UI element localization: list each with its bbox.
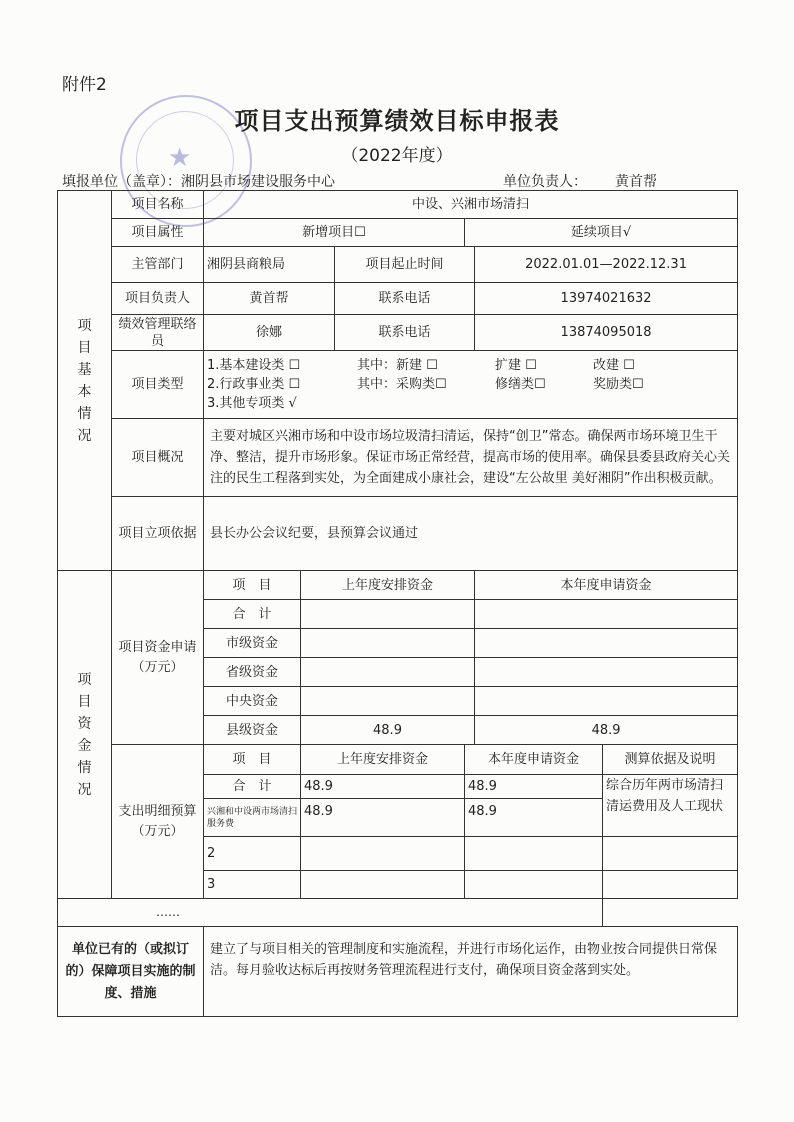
fund-this: [475, 687, 738, 716]
fund-item: 合 计: [204, 600, 301, 629]
table-row: [58, 927, 738, 1017]
form-title: 项目支出预算绩效目标申报表: [234, 107, 560, 135]
detail-row4-item: ……: [58, 899, 603, 927]
fund-last: [301, 600, 475, 629]
table-row: [58, 191, 738, 219]
detail-header-note: 测算依据及说明: [603, 745, 738, 775]
fund-item: 市级资金: [204, 629, 301, 658]
detail-row1-last: 48.9: [301, 799, 465, 837]
detail-budget-label: 支出明细预算（万元）: [112, 745, 204, 899]
project-name-value: 中设、兴湘市场清扫: [204, 191, 738, 219]
fund-item: 县级资金: [204, 716, 301, 745]
fund-item: 中央资金: [204, 687, 301, 716]
detail-row3-item: 3: [204, 871, 301, 899]
detail-header-last: 上年度安排资金: [301, 745, 465, 775]
contact-label: 绩效管理联络员: [112, 315, 204, 351]
form-year: （2022年度）: [341, 146, 453, 166]
detail-header-item: 项 目: [204, 745, 301, 775]
owner-label: 项目负责人: [112, 283, 204, 315]
phone2-value: 13874095018: [475, 315, 738, 351]
fund-last: 48.9: [301, 716, 475, 745]
fund-last: [301, 687, 475, 716]
fund-this: [475, 600, 738, 629]
detail-total-this: 48.9: [465, 775, 603, 799]
table-row: [58, 247, 738, 283]
type-line2-b: 其中：采购类☐: [357, 377, 447, 392]
type-line1-d: 改建 ☐: [593, 358, 635, 373]
fund-this: [475, 629, 738, 658]
section-basic-info: 项目基本情况: [58, 191, 112, 571]
basis-text: 县长办公会议纪要，县预算会议通过: [204, 497, 738, 571]
table-row: [58, 351, 738, 419]
table-row: [58, 219, 738, 247]
period-label: 项目起止时间: [335, 247, 475, 283]
fund-header-item: 项 目: [204, 571, 301, 600]
table-row: [58, 745, 738, 775]
type-line1-c: 扩建 ☐: [495, 358, 537, 373]
phone-value: 13974021632: [475, 283, 738, 315]
type-line2-c: 修缮类☐: [495, 377, 546, 392]
type-line1-a: 1.基本建设类 ☐: [207, 358, 301, 373]
project-name-label: 项目名称: [112, 191, 204, 219]
detail-row1-item: 兴湘和中设两市场清扫服务费: [204, 799, 301, 837]
table-row: [58, 283, 738, 315]
type-label: 项目类型: [112, 351, 204, 419]
budget-form-table: [57, 190, 738, 1017]
attr-new-option: 新增项目☐: [204, 219, 465, 247]
type-line2-a: 2.行政事业类 ☐: [207, 377, 301, 392]
owner-value: 黄首帮: [204, 283, 335, 315]
star-icon: ★: [168, 143, 192, 173]
table-row: [58, 899, 738, 927]
table-row: [58, 571, 738, 600]
unit-leader-name: 黄首帮: [615, 174, 657, 190]
fund-apply-label: 项目资金申请（万元）: [112, 571, 204, 745]
dept-value: 湘阴县商粮局: [204, 247, 335, 283]
table-row: [58, 497, 738, 571]
section-funds-info: 项目资金情况: [58, 571, 112, 899]
attachment-label: 附件2: [62, 75, 107, 95]
project-attr-label: 项目属性: [112, 219, 204, 247]
type-line2-d: 奖励类☐: [593, 377, 644, 392]
phone-label: 联系电话: [335, 283, 475, 315]
detail-total-label: 合 计: [204, 775, 301, 799]
overview-text: 主要对城区兴湘市场和中设市场垃圾清扫清运，保持“创卫”常态。确保两市场环境卫生干净、整洁，提升市场形象。保证市场正常经营，提高市场的使用率。确保县委县政府关心关注的民生工程落到实处，为全面建成小康社会，建设“左公故里 美好湘阴”作出积极贡献。: [204, 419, 738, 497]
table-row: [58, 315, 738, 351]
fund-last: [301, 629, 475, 658]
fund-header-this: 本年度申请资金: [475, 571, 738, 600]
detail-total-last: 48.9: [301, 775, 465, 799]
system-measures-label: 单位已有的（或拟订的）保障项目实施的制度、措施: [58, 927, 204, 1017]
phone2-label: 联系电话: [335, 315, 475, 351]
basis-label: 项目立项依据: [112, 497, 204, 571]
attr-continue-option: 延续项目√: [465, 219, 738, 247]
detail-header-this: 本年度申请资金: [465, 745, 603, 775]
fund-this: 48.9: [475, 716, 738, 745]
detail-row2-item: 2: [204, 837, 301, 871]
detail-note-text: 综合历年两市场清扫清运费用及人工现状: [603, 775, 738, 837]
fund-header-last: 上年度安排资金: [301, 571, 475, 600]
contact-value: 徐娜: [204, 315, 335, 351]
fund-item: 省级资金: [204, 658, 301, 687]
period-value: 2022.01.01—2022.12.31: [475, 247, 738, 283]
detail-row1-this: 48.9: [465, 799, 603, 837]
fund-last: [301, 658, 475, 687]
type-line3: 3.其他专项类 √: [207, 396, 297, 411]
table-row: [58, 419, 738, 497]
dept-label: 主管部门: [112, 247, 204, 283]
fund-this: [475, 658, 738, 687]
unit-leader: [503, 171, 657, 191]
unit-leader-label: 单位负责人：: [503, 174, 587, 190]
type-line1-b: 其中：新建 ☐: [357, 358, 438, 373]
overview-label: 项目概况: [112, 419, 204, 497]
system-measures-text: 建立了与项目相关的管理制度和实施流程，并进行市场化运作，由物业按合同提供日常保洁。每月验收达标后再按财务管理流程进行支付，确保项目资金落到实处。: [204, 927, 738, 1017]
project-type-options: [204, 351, 738, 419]
reporting-unit: 填报单位（盖章）：湘阴县市场建设服务中心: [62, 174, 335, 190]
